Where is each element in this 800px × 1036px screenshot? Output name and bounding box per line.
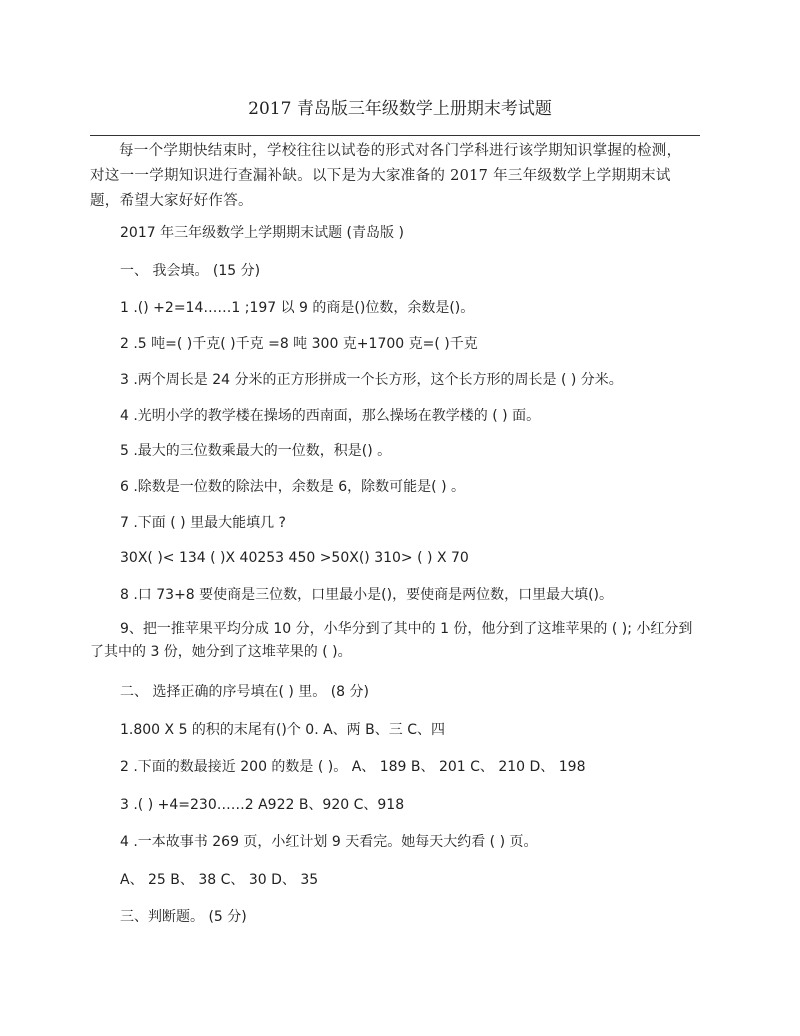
document-title: 2017 青岛版三年级数学上册期末考试题 bbox=[248, 99, 552, 119]
intro-paragraph: 每一个学期快结束时，学校往往以试卷的形式对各门学科进行该学期知识掌握的检测，对这一一学期知识进行查漏补缺。以下是为大家准备的 2017 年三年级数学上学期期末试题，希望大家好好作答。 bbox=[90, 143, 682, 209]
question-1-5: 5 .最大的三位数乘最大的一位数，积是() 。 bbox=[120, 443, 392, 459]
question-1-4: 4 .光明小学的教学楼在操场的西南面，那么操场在教学楼的 ( ) 面。 bbox=[120, 408, 541, 424]
question-2-2: 2 .下面的数最接近 200 的数是 ( )。 A、 189 B、 201 C、 210 D、 198 bbox=[120, 759, 586, 775]
section-2-heading: 二、 选择正确的序号填在( ) 里。 (8 分) bbox=[120, 684, 370, 700]
section-3-heading: 三、判断题。 (5 分) bbox=[120, 909, 247, 925]
question-2-4-options: A、 25 B、 38 C、 30 D、 35 bbox=[120, 872, 319, 888]
exam-subtitle: 2017 年三年级数学上学期期末试题 (青岛版 ) bbox=[120, 225, 404, 241]
question-1-3: 3 .两个周长是 24 分米的正方形拼成一个长方形，这个长方形的周长是 ( ) 分米。 bbox=[120, 372, 623, 388]
question-1-7: 7 .下面 ( ) 里最大能填几 ? bbox=[120, 515, 286, 531]
question-2-1: 1.800 X 5 的积的末尾有()个 0. A、两 B、三 C、四 bbox=[120, 722, 445, 738]
question-1-9: 9、把一推苹果平均分成 10 分，小华分到了其中的 1 份，他分到了这堆苹果的 ( ); 小红分到了其中的 3 份，她分到了这堆苹果的 ( )。 bbox=[90, 621, 693, 660]
question-2-3: 3 .( ) +4=230……2 A922 B、920 C、918 bbox=[120, 797, 405, 813]
question-1-8: 8 .口 73+8 要使商是三位数，口里最小是()，要使商是两位数，口里最大填()。 bbox=[120, 587, 614, 603]
question-2-4: 4 .一本故事书 269 页，小红计划 9 天看完。她每天大约看 ( ) 页。 bbox=[120, 834, 538, 850]
question-1-6: 6 .除数是一位数的除法中，余数是 6，除数可能是( ) 。 bbox=[120, 479, 465, 495]
question-1-7-expression: 30X( )< 134 ( )X 40253 450 >50X() 310> ( ) X 70 bbox=[120, 550, 469, 566]
question-1-2: 2 .5 吨=( )千克( )千克 =8 吨 300 克+1700 克=( )千克 bbox=[120, 336, 478, 352]
title-divider bbox=[90, 135, 700, 136]
section-1-heading: 一、 我会填。 (15 分) bbox=[120, 263, 261, 279]
question-1-1: 1 .() +2=14……1 ;197 以 9 的商是()位数，余数是()。 bbox=[120, 300, 475, 316]
